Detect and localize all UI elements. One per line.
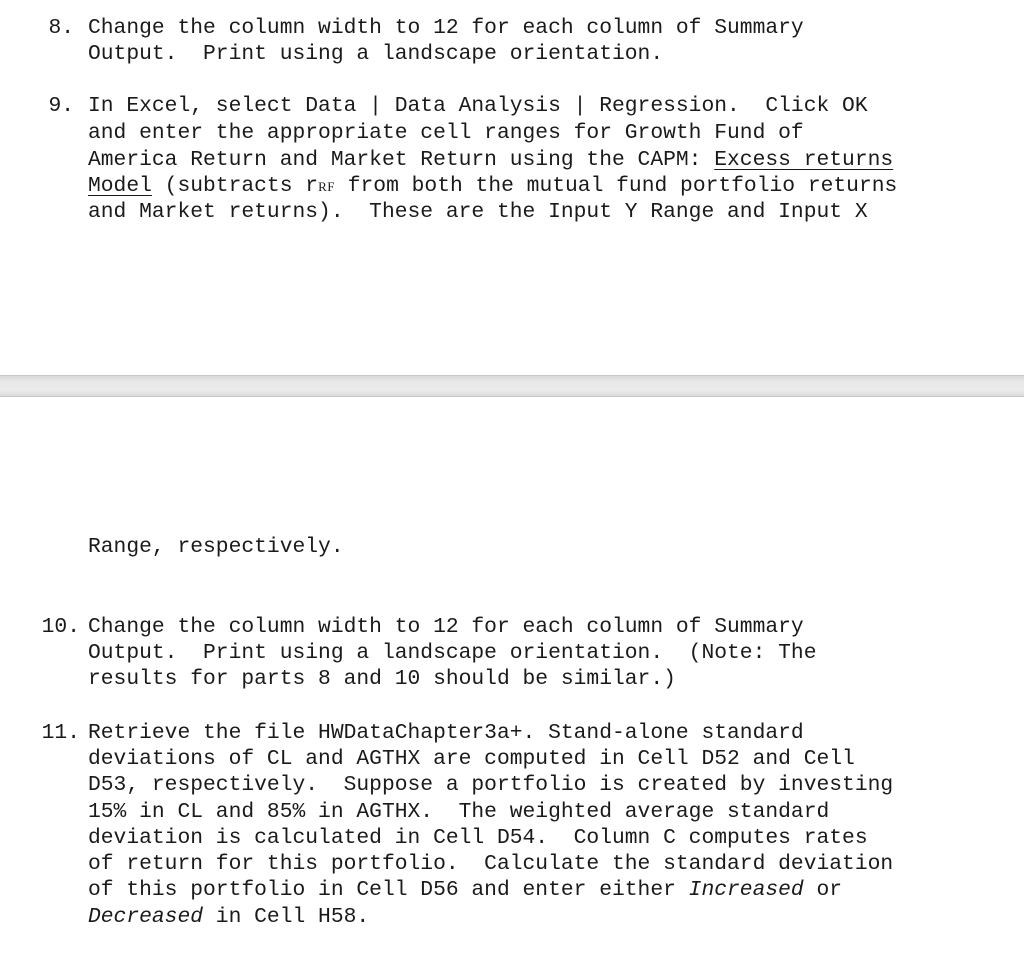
- text-segment: from both the mutual fund portfolio returns: [334, 174, 898, 198]
- text-line: deviations of CL and AGTHX are computed in Cell D52 and Cell: [88, 747, 855, 771]
- text-line: Output. Print using a landscape orientation. (Note: The: [88, 641, 817, 665]
- text-line: [88, 173, 897, 200]
- text-line: 15% in CL and 85% in AGTHX. The weighted average standard: [88, 800, 830, 824]
- text-line: and enter the appropriate cell ranges for Growth Fund of: [88, 121, 804, 145]
- list-number: 11.: [41, 721, 80, 745]
- excess-returns-link[interactable]: Excess returns: [714, 148, 894, 172]
- r-symbol: r: [305, 174, 319, 198]
- text-line: results for parts 8 and 10 should be similar.): [88, 667, 676, 691]
- list-number: 8.: [48, 16, 74, 40]
- text-line: Output. Print using a landscape orientation.: [88, 42, 664, 66]
- text-segment: in Cell H58.: [203, 905, 370, 929]
- text-line: [88, 147, 893, 173]
- text-line: of return for this portfolio. Calculate the standard deviation: [88, 852, 894, 876]
- italic-decreased: Decreased: [88, 905, 204, 929]
- text-line: Change the column width to 12 for each column of Summary: [88, 615, 804, 639]
- document-page-bottom: [0, 397, 1024, 967]
- text-line: and Market returns). These are the Input Y Range and Input X: [88, 200, 868, 224]
- text-line: D53, respectively. Suppose a portfolio is created by investing: [88, 773, 894, 797]
- text-segment: America Return and Market Return using the CAPM:: [88, 148, 715, 172]
- r-subscript: RF: [318, 179, 335, 194]
- text-segment: or: [803, 878, 843, 902]
- text-line: Retrieve the file HWDataChapter3a+. Stand-alone standard: [88, 721, 804, 745]
- italic-increased: Increased: [688, 878, 804, 902]
- model-link[interactable]: Model: [88, 174, 152, 198]
- document-page-top: [0, 0, 1024, 375]
- text-line: [88, 904, 369, 930]
- text-line: deviation is calculated in Cell D54. Column C computes rates: [88, 826, 868, 850]
- text-segment: of this portfolio in Cell D56 and enter either: [88, 878, 689, 902]
- page-break-divider: [0, 375, 1024, 397]
- text-segment: (subtracts: [151, 174, 306, 198]
- text-line: Change the column width to 12 for each column of Summary: [88, 16, 804, 40]
- text-line: Range, respectively.: [88, 535, 344, 559]
- list-number: 10.: [41, 615, 80, 639]
- text-line: In Excel, select Data | Data Analysis | Regression. Click OK: [88, 94, 868, 118]
- text-line: [88, 877, 842, 903]
- list-number: 9.: [48, 94, 74, 118]
